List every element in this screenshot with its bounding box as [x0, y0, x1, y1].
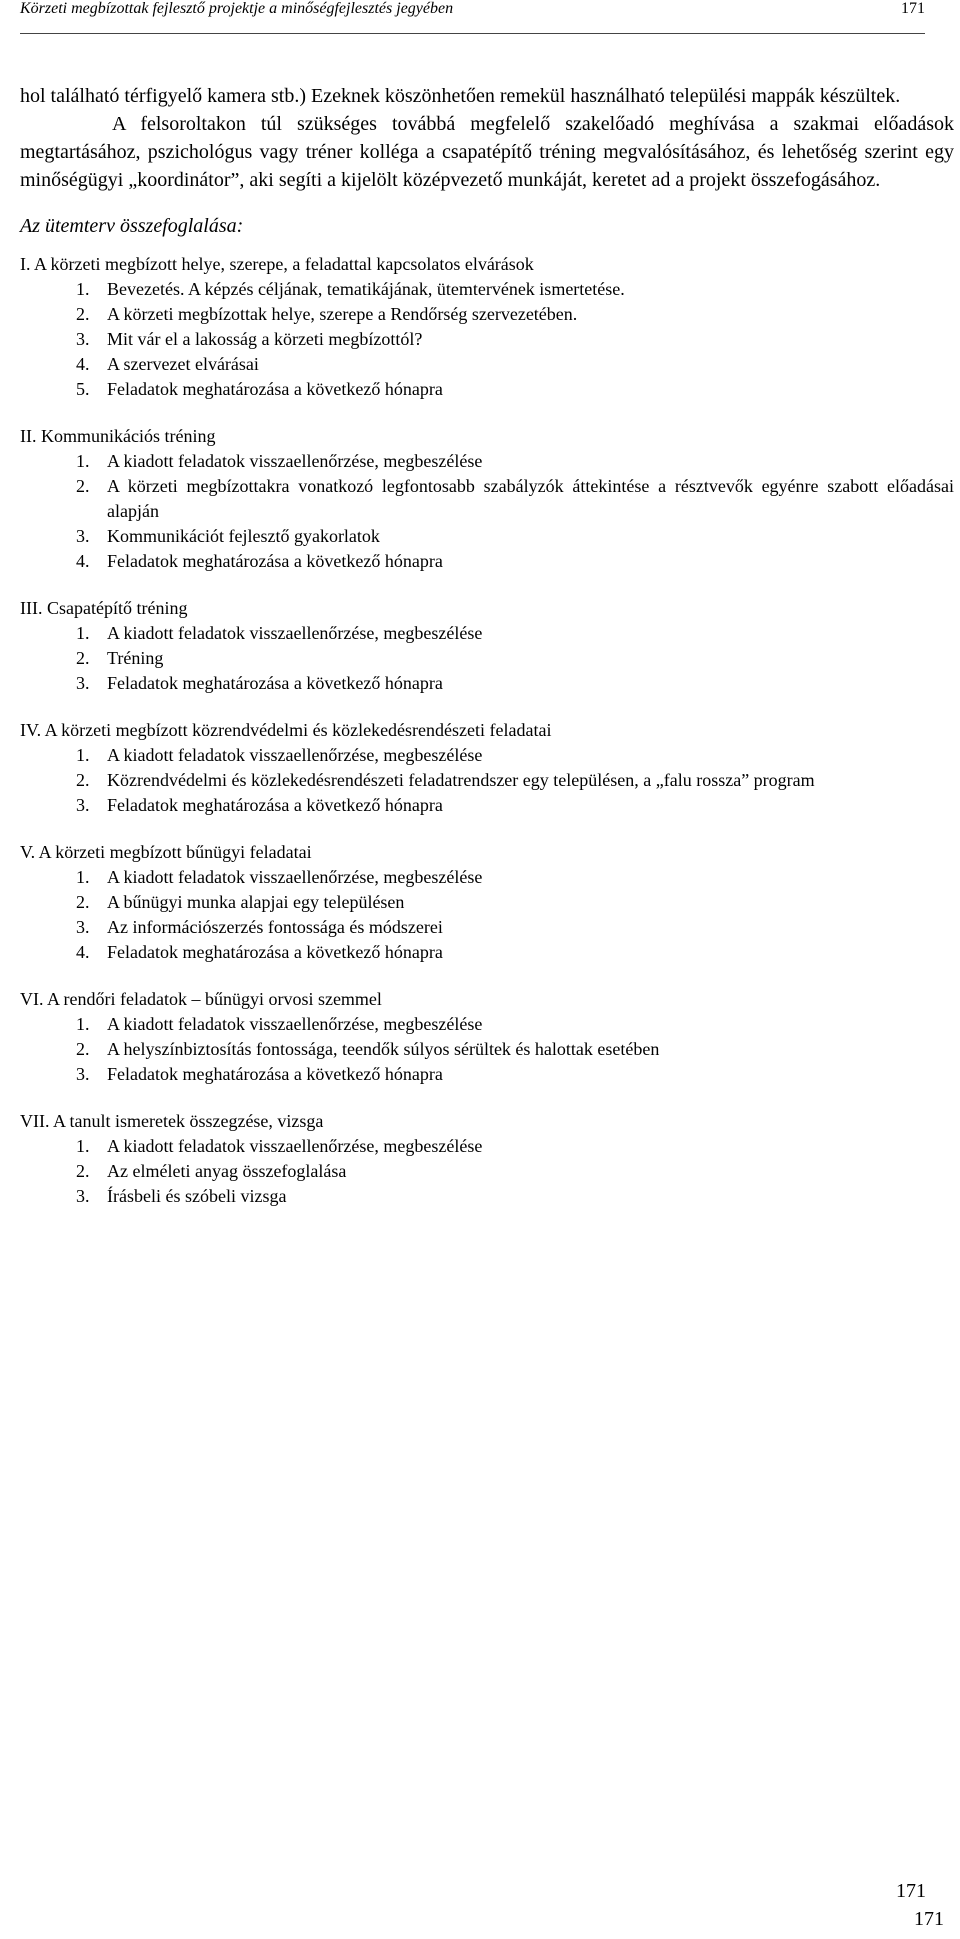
item-text: A kiadott feladatok visszaellenőrzése, megbeszélése — [107, 745, 483, 765]
item-text: Feladatok meghatározása a következő hónapra — [107, 795, 443, 815]
list-item — [20, 449, 954, 474]
item-text: Az elméleti anyag összefoglalása — [107, 1161, 347, 1181]
list-item — [20, 474, 954, 524]
list-item — [20, 1134, 954, 1159]
item-number: 1. — [76, 745, 90, 765]
item-text: A bűnügyi munka alapjai egy településen — [107, 892, 405, 912]
item-text: Feladatok meghatározása a következő hónapra — [107, 551, 443, 571]
schedule-section — [20, 252, 954, 402]
item-number: 2. — [76, 1039, 90, 1059]
item-text: Feladatok meghatározása a következő hónapra — [107, 1064, 443, 1084]
item-number: 2. — [76, 648, 90, 668]
section-title: V. A körzeti megbízott bűnügyi feladatai — [20, 842, 312, 862]
section-title: VI. A rendőri feladatok – bűnügyi orvosi szemmel — [20, 989, 382, 1009]
running-header — [20, 0, 925, 34]
schedule-sections — [20, 252, 954, 1209]
item-number: 3. — [76, 673, 90, 693]
list-item — [20, 646, 954, 671]
item-number: 3. — [76, 526, 90, 546]
item-text: A körzeti megbízottak helye, szerepe a Rendőrség szervezetében. — [107, 304, 578, 324]
list-item — [20, 621, 954, 646]
item-number: 4. — [76, 551, 90, 571]
item-text: Mit vár el a lakosság a körzeti megbízottól? — [107, 329, 423, 349]
item-number: 4. — [76, 942, 90, 962]
list-item — [20, 865, 954, 890]
schedule-title: Az ütemterv összefoglalása: — [20, 215, 244, 237]
item-text: A kiadott feladatok visszaellenőrzése, megbeszélése — [107, 867, 483, 887]
item-text: A kiadott feladatok visszaellenőrzése, megbeszélése — [107, 1136, 483, 1156]
list-item — [20, 1184, 954, 1209]
item-text: A helyszínbiztosítás fontossága, teendők súlyos sérültek és halottak esetében — [107, 1039, 660, 1059]
section-items — [20, 277, 954, 402]
section-items — [20, 621, 954, 696]
list-item — [20, 302, 954, 327]
list-item — [20, 277, 954, 302]
item-text: Bevezetés. A képzés céljának, tematikájának, ütemtervének ismertetése. — [107, 279, 625, 299]
page-content — [20, 82, 954, 1231]
item-number: 2. — [76, 770, 90, 790]
paragraph-continuation: hol található térfigyelő kamera stb.) Ezeknek köszönhetően remekül használható települési mappák készültek. — [20, 85, 901, 107]
item-number: 1. — [76, 623, 90, 643]
item-number: 5. — [76, 379, 90, 399]
list-item — [20, 327, 954, 352]
list-item — [20, 549, 954, 574]
footer-page-number-secondary: 171 — [914, 1908, 944, 1930]
schedule-section — [20, 840, 954, 965]
list-item — [20, 1159, 954, 1184]
item-number: 2. — [76, 892, 90, 912]
section-items — [20, 1012, 954, 1087]
item-text: A kiadott feladatok visszaellenőrzése, megbeszélése — [107, 451, 483, 471]
list-item — [20, 671, 954, 696]
schedule-section — [20, 718, 954, 818]
list-item — [20, 768, 954, 793]
section-title: II. Kommunikációs tréning — [20, 426, 216, 446]
list-item — [20, 940, 954, 965]
item-text: Tréning — [107, 648, 164, 668]
section-title: VII. A tanult ismeretek összegzése, vizsga — [20, 1111, 324, 1131]
item-number: 1. — [76, 867, 90, 887]
section-items — [20, 743, 954, 818]
item-number: 3. — [76, 1186, 90, 1206]
section-items — [20, 1134, 954, 1209]
item-number: 3. — [76, 917, 90, 937]
item-number: 2. — [76, 304, 90, 324]
list-item — [20, 1037, 954, 1062]
schedule-section — [20, 596, 954, 696]
item-number: 1. — [76, 1136, 90, 1156]
list-item — [20, 890, 954, 915]
item-text: A kiadott feladatok visszaellenőrzése, megbeszélése — [107, 1014, 483, 1034]
list-item — [20, 1012, 954, 1037]
section-items — [20, 449, 954, 574]
item-number: 3. — [76, 795, 90, 815]
item-text: Az információszerzés fontossága és módszerei — [107, 917, 443, 937]
section-title: III. Csapatépítő tréning — [20, 598, 188, 618]
item-text: Kommunikációt fejlesztő gyakorlatok — [107, 526, 380, 546]
list-item — [20, 793, 954, 818]
item-number: 1. — [76, 279, 90, 299]
item-number: 3. — [76, 1064, 90, 1084]
list-item — [20, 1062, 954, 1087]
item-text: Közrendvédelmi és közlekedésrendészeti feladatrendszer egy településen, a „falu rossza” program — [107, 770, 815, 790]
schedule-section — [20, 987, 954, 1087]
schedule-section — [20, 1109, 954, 1209]
item-text: A kiadott feladatok visszaellenőrzése, megbeszélése — [107, 623, 483, 643]
section-title: I. A körzeti megbízott helye, szerepe, a feladattal kapcsolatos elvárások — [20, 254, 534, 274]
item-number: 4. — [76, 354, 90, 374]
header-title: Körzeti megbízottak fejlesztő projektje a minőségfejlesztés jegyében — [20, 0, 454, 17]
header-page-number: 171 — [901, 0, 925, 17]
list-item — [20, 915, 954, 940]
item-number: 2. — [76, 476, 90, 496]
list-item — [20, 524, 954, 549]
footer-page-number: 171 — [896, 1880, 926, 1902]
item-text: Feladatok meghatározása a következő hónapra — [107, 379, 443, 399]
item-number: 2. — [76, 1161, 90, 1181]
item-text: Feladatok meghatározása a következő hónapra — [107, 673, 443, 693]
list-item — [20, 377, 954, 402]
item-number: 1. — [76, 1014, 90, 1034]
item-number: 1. — [76, 451, 90, 471]
paragraph-requirements: A felsoroltakon túl szükséges továbbá megfelelő szakelőadó meghívása a szakmai előadások megtartásához, pszichológus vagy tréner kolléga a csapatépítő tréning megvalósításához, és lehetőség szerint egy minőségügyi „koordinátor”, aki segíti a kijelölt középvezető munkáját, keretet ad a projekt összefogásához. — [20, 113, 954, 191]
item-text: A szervezet elvárásai — [107, 354, 259, 374]
item-text: A körzeti megbízottakra vonatkozó legfontosabb szabályzók áttekintése a résztvevők egyénre szabott előadásai alapján — [107, 476, 954, 521]
item-number: 3. — [76, 329, 90, 349]
section-title: IV. A körzeti megbízott közrendvédelmi és közlekedésrendészeti feladatai — [20, 720, 552, 740]
list-item — [20, 743, 954, 768]
item-text: Feladatok meghatározása a következő hónapra — [107, 942, 443, 962]
schedule-section — [20, 424, 954, 574]
section-items — [20, 865, 954, 965]
item-text: Írásbeli és szóbeli vizsga — [107, 1186, 287, 1206]
list-item — [20, 352, 954, 377]
